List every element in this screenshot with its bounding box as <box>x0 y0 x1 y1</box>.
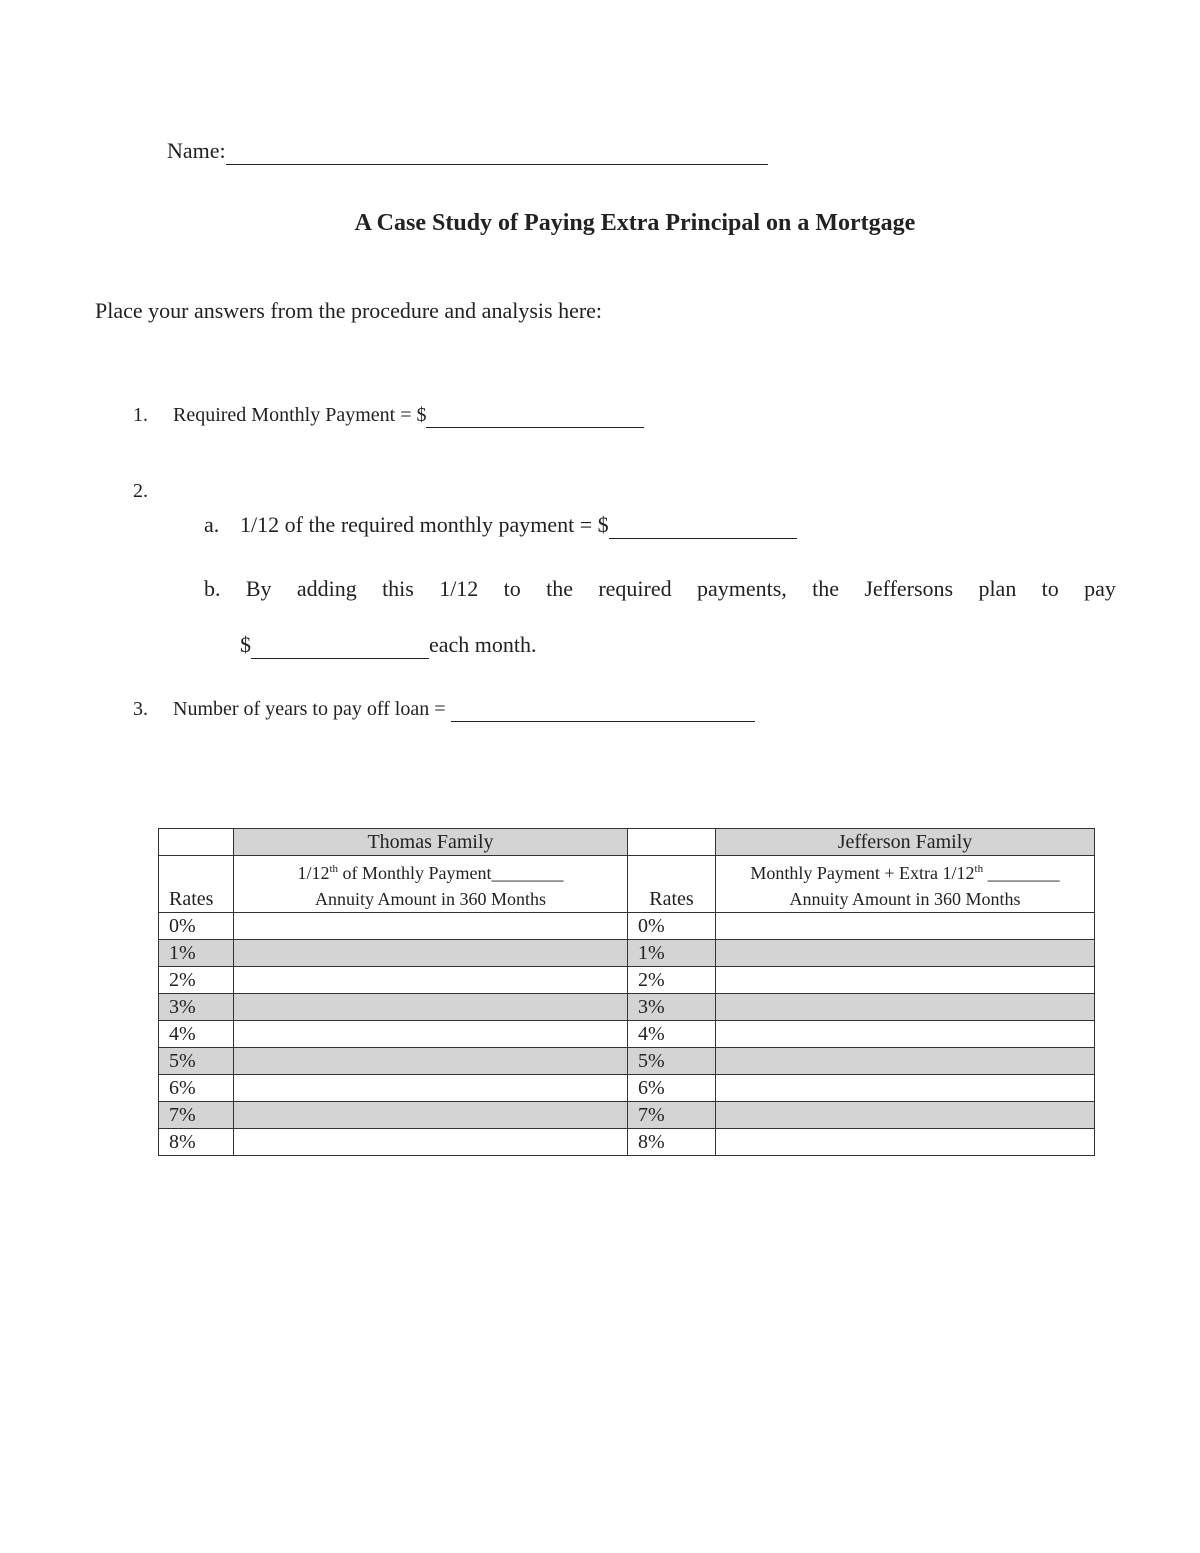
q2b-word: Jeffersons <box>864 576 954 601</box>
question-2b <box>204 576 1116 602</box>
thomas-amount-cell[interactable] <box>234 1021 628 1048</box>
header-blank-cell <box>628 829 716 856</box>
annuity-table <box>158 828 1095 1156</box>
monthly-payment-field[interactable] <box>426 404 644 428</box>
q2b-word: to <box>1041 576 1059 601</box>
question-3 <box>133 698 755 722</box>
thomas-desc-a: 1/12 <box>297 863 330 883</box>
jefferson-rate: 5% <box>628 1048 716 1075</box>
thomas-amount-cell[interactable] <box>234 940 628 967</box>
thomas-rate: 2% <box>159 967 234 994</box>
jefferson-amount-cell[interactable] <box>716 1048 1095 1075</box>
rates-header: Rates <box>159 856 234 913</box>
thomas-rate: 3% <box>159 994 234 1021</box>
jefferson-amount-cell[interactable] <box>716 1102 1095 1129</box>
jefferson-family-header: Jefferson Family <box>716 829 1095 856</box>
jefferson-desc-line2: Annuity Amount in 360 Months <box>789 889 1021 909</box>
thomas-amount-cell[interactable] <box>234 1129 628 1156</box>
one-twelfth-field[interactable] <box>609 512 797 539</box>
jefferson-rate: 0% <box>628 913 716 940</box>
rates-header: Rates <box>628 856 716 913</box>
q2b-word: adding <box>296 576 357 601</box>
thomas-rate: 0% <box>159 913 234 940</box>
question-2a <box>204 512 797 539</box>
jefferson-rate: 1% <box>628 940 716 967</box>
question-1-number: 1. <box>133 404 148 426</box>
q2b-word: the <box>812 576 839 601</box>
question-2b-continued <box>240 632 537 659</box>
question-2-number: 2. <box>133 480 148 502</box>
table-row <box>159 1048 1095 1075</box>
jefferson-amount-cell[interactable] <box>716 1021 1095 1048</box>
thomas-amount-cell[interactable] <box>234 1075 628 1102</box>
jefferson-rate: 4% <box>628 1021 716 1048</box>
q2b-tail: each month. <box>429 632 537 657</box>
jefferson-rate: 3% <box>628 994 716 1021</box>
q2b-word: pay <box>1084 576 1116 601</box>
q2b-word: By <box>245 576 272 601</box>
column-header-row <box>159 856 1095 913</box>
question-1-text: Required Monthly Payment = $ <box>173 404 427 426</box>
thomas-amount-cell[interactable] <box>234 994 628 1021</box>
thomas-family-header: Thomas Family <box>234 829 628 856</box>
q2b-word: required <box>598 576 672 601</box>
name-label: Name: <box>167 138 226 163</box>
jefferson-rate: 6% <box>628 1075 716 1102</box>
page-title: A Case Study of Paying Extra Principal on a Mortgage <box>354 210 916 236</box>
thomas-rate: 4% <box>159 1021 234 1048</box>
q2b-word: payments, <box>696 576 787 601</box>
jefferson-amount-cell[interactable] <box>716 967 1095 994</box>
q2b-word: to <box>503 576 521 601</box>
jefferson-rate: 8% <box>628 1129 716 1156</box>
name-field[interactable] <box>226 138 768 165</box>
thomas-amount-cell[interactable] <box>234 913 628 940</box>
thomas-desc-line2: Annuity Amount in 360 Months <box>314 889 547 909</box>
table-row <box>159 1129 1095 1156</box>
table-row <box>159 967 1095 994</box>
jefferson-desc-b: ________ <box>983 863 1060 883</box>
jefferson-amount-cell[interactable] <box>716 1129 1095 1156</box>
header-blank-cell <box>159 829 234 856</box>
question-3-number: 3. <box>133 698 148 720</box>
q2b-dollar: $ <box>240 632 251 657</box>
thomas-amount-cell[interactable] <box>234 1102 628 1129</box>
jefferson-amount-cell[interactable] <box>716 940 1095 967</box>
jefferson-column-description <box>716 856 1095 913</box>
thomas-amount-cell[interactable] <box>234 967 628 994</box>
table-row <box>159 1075 1095 1102</box>
thomas-desc-sup: th <box>329 863 339 875</box>
jefferson-desc-sup: th <box>974 863 984 875</box>
table-row <box>159 994 1095 1021</box>
jefferson-desc-a: Monthly Payment + Extra 1/12 <box>750 863 975 883</box>
name-row <box>167 138 768 165</box>
thomas-column-description <box>234 856 628 913</box>
thomas-rate: 7% <box>159 1102 234 1129</box>
table-row <box>159 913 1095 940</box>
q2b-word: plan <box>978 576 1017 601</box>
question-1 <box>133 404 644 428</box>
thomas-amount-cell[interactable] <box>234 1048 628 1075</box>
table-row <box>159 1102 1095 1129</box>
jefferson-amount-cell[interactable] <box>716 1075 1095 1102</box>
thomas-rate: 8% <box>159 1129 234 1156</box>
jefferson-amount-cell[interactable] <box>716 913 1095 940</box>
thomas-rate: 5% <box>159 1048 234 1075</box>
question-2b-label: b. <box>204 576 221 601</box>
q2b-word: this <box>382 576 414 601</box>
thomas-rate: 1% <box>159 940 234 967</box>
table-row <box>159 1021 1095 1048</box>
planned-payment-field[interactable] <box>251 632 429 659</box>
thomas-rate: 6% <box>159 1075 234 1102</box>
intro-text: Place your answers from the procedure and analysis here: <box>95 298 603 323</box>
jefferson-rate: 2% <box>628 967 716 994</box>
question-2a-label: a. <box>204 512 220 537</box>
jefferson-amount-cell[interactable] <box>716 994 1095 1021</box>
q2b-word: the <box>546 576 573 601</box>
table-row <box>159 940 1095 967</box>
jefferson-rate: 7% <box>628 1102 716 1129</box>
family-header-row <box>159 829 1095 856</box>
question-2a-text: 1/12 of the required monthly payment = $ <box>240 512 609 537</box>
years-to-payoff-field[interactable] <box>451 698 755 722</box>
question-3-text: Number of years to pay off loan = <box>173 698 451 720</box>
q2b-word: 1/12 <box>439 576 479 601</box>
thomas-desc-b: of Monthly Payment________ <box>338 863 564 883</box>
